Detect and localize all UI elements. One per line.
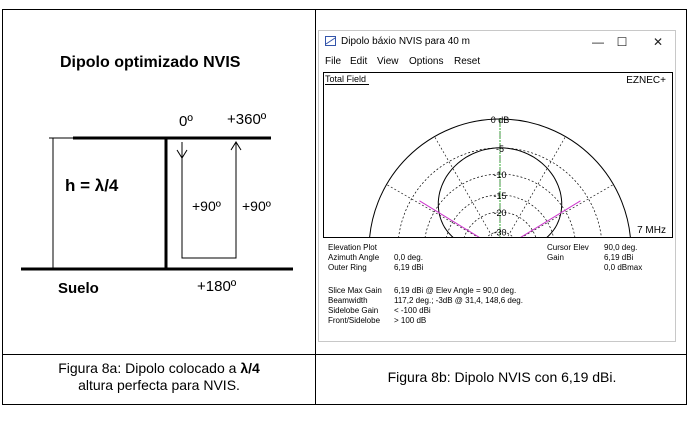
caption-left-line2: altura perfecta para NVIS. (78, 377, 240, 393)
gain-value: 6,19 dBi (604, 253, 634, 262)
outer-ring-value: 6,19 dBi (394, 263, 424, 272)
height-label: h = λ/4 (65, 176, 119, 195)
antenna-app-icon (325, 36, 336, 46)
window-titlebar[interactable] (319, 31, 675, 53)
eznec-window (318, 30, 676, 342)
front-side-value: > 100 dB (394, 316, 427, 325)
sidelobe-value: < -100 dBi (394, 306, 431, 315)
ring-label: -30 (493, 227, 507, 238)
gain-max-value: 0,0 dBmax (604, 263, 643, 272)
angle-spoke (500, 185, 613, 239)
ring-label: -10 (493, 170, 507, 181)
menu-view[interactable]: View (377, 56, 399, 67)
pattern-plot (323, 72, 673, 238)
ring-label: -15 (493, 190, 507, 201)
frequency-label: 7 MHz (637, 225, 666, 236)
diagram-title: Dipolo optimizado NVIS (60, 54, 241, 71)
minimize-button[interactable]: — (592, 35, 604, 49)
outer-ring-label: Outer Ring (328, 263, 367, 272)
front-side-label: Front/Sidelobe (328, 316, 381, 325)
phase-label-90-left: +90º (192, 198, 221, 214)
ground-label: Suelo (58, 280, 99, 297)
menu-reset[interactable]: Reset (454, 56, 481, 67)
angle-spoke (500, 137, 566, 238)
caption-left (3, 360, 315, 394)
dipole-schematic (3, 10, 315, 354)
ring-label: -5 (495, 143, 505, 154)
table-row-divider (3, 354, 686, 355)
ring-label: 0 dB (490, 115, 510, 125)
azimuth-label: Azimuth Angle (328, 253, 380, 262)
maximize-button[interactable]: ☐ (616, 35, 628, 49)
angle-spoke (387, 185, 500, 239)
azimuth-value: 0,0 deg. (394, 253, 423, 262)
phase-label-360: +360º (227, 111, 267, 128)
ring-label: -20 (493, 208, 507, 219)
beamwidth-line-left (500, 201, 581, 238)
caption-right: Figura 8b: Dipolo NVIS con 6,19 dBi. (387, 369, 617, 385)
beamwidth-label: Beamwidth (328, 296, 368, 305)
cursor-elev-label: Cursor Elev (547, 243, 589, 252)
menu-edit[interactable]: Edit (350, 56, 368, 67)
caption-left-prefix: Figura 8a: Dipolo colocado a (58, 360, 241, 376)
phase-label-0: 0º (179, 113, 193, 130)
menu-options[interactable]: Options (409, 56, 444, 67)
slice-max-value: 6,19 dBi @ Elev Angle = 90,0 deg. (394, 286, 517, 295)
eznec-brand: EZNEC+ (626, 75, 666, 86)
total-field-tab[interactable]: Total Field (325, 74, 369, 85)
caption-left-bold: λ/4 (240, 360, 260, 376)
dipole-diagram (3, 10, 315, 354)
close-button[interactable]: ✕ (652, 35, 664, 49)
window-title: Dipolo báxio NVIS para 40 m (341, 36, 470, 47)
phase-label-90-right: +90º (242, 198, 271, 214)
menu-bar (319, 56, 675, 70)
angle-spoke (435, 137, 501, 238)
phase-label-180: +180º (197, 278, 237, 295)
beamwidth-line-right (419, 201, 500, 238)
plot-type: Elevation Plot (328, 243, 377, 252)
cursor-elev-value: 90,0 deg. (604, 243, 638, 252)
polar-plot (324, 73, 673, 238)
plot-info-panel (323, 239, 673, 338)
menu-file[interactable]: File (325, 56, 342, 67)
gain-label: Gain (547, 253, 564, 262)
sidelobe-label: Sidelobe Gain (328, 306, 379, 315)
table-column-divider (315, 10, 316, 404)
beamwidth-value: 117,2 deg.; -3dB @ 31,4, 148,6 deg. (394, 296, 523, 305)
slice-max-label: Slice Max Gain (328, 286, 382, 295)
